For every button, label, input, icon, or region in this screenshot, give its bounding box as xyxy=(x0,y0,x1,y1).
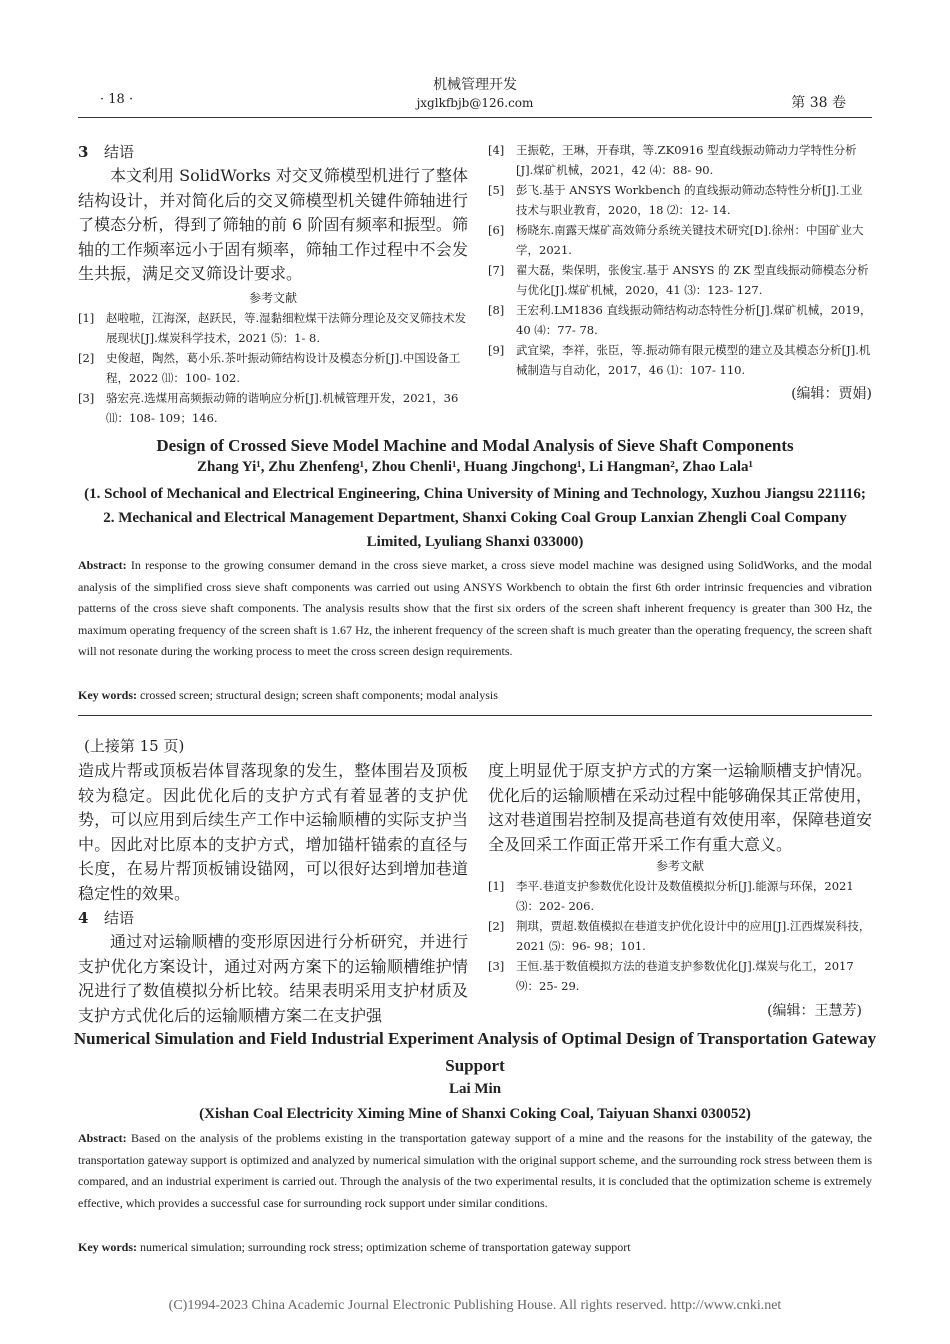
body-paragraph: 造成片帮或顶板岩体冒落现象的发生，整体围岩及顶板较为稳定。因此优化后的支护方式有着显著的支护优势，可以应用到后续生产工作中运输顺槽的实际支护当中。因此对比原本的支护方式，增加锚杆锚索的直径与长度，在易片帮顶板铺设锚网，可以很好达到增加巷道稳定性的效果。 xyxy=(78,761,468,903)
reference-item: [7] 翟大磊，柴保明，张俊宝.基于 ANSYS 的 ZK 型直线振动筛模态分析与优化[J].煤矿机械，2020，41 ⑶：123- 127. xyxy=(488,263,869,297)
conclusion-paragraph: 本文利用 SolidWorks 对交叉筛模型机进行了整体结构设计，并对简化后的交叉筛模型机关键件筛轴进行了模态分析，得到了筛轴的前 6 阶固有频率和振型。筛轴的工作频率远小于固有频率，筛轴工作过程中不会发生共振，满足交叉筛设计要求。 xyxy=(78,166,468,283)
reference-item: [8] 王宏利.LM1836 直线振动筛结构动态特性分析[J].煤矿机械，2019，40 ⑷：77- 78. xyxy=(488,303,872,337)
english-abstract: Abstract: Based on the analysis of the problems existing in the transportation gateway support of a mine and the reasons for the instability of the gateway, the transportation gateway support is optimized and analyzed by numerical simulation with the original support scheme, and the surrounding rock stress between them is compared, and an industrial experiment is carried out. Through the analysis of the two experimental results, it is concluded that the optimization scheme is extremely effective, which provides a successful case for surrounding rock support under similar conditions. xyxy=(78,1131,872,1210)
reference-item: [5] 彭飞.基于 ANSYS Workbench 的直线振动筛动态特性分析[J].工业技术与职业教育，2020，18 ⑵：12- 14. xyxy=(488,183,863,217)
english-affiliation: (Xishan Coal Electricity Ximing Mine of Shanxi Coking Coal, Taiyuan Shanxi 030052) xyxy=(199,1106,751,1122)
english-keywords: Key words: crossed screen; structural design; screen shaft components; modal analysis xyxy=(78,688,498,702)
english-authors: Zhang Yi¹, Zhu Zhenfeng¹, Zhou Chenli¹, Huang Jingchong¹, Li Hangman², Zhao Lala¹ xyxy=(196,459,754,475)
journal-email: jxglkfbjb@126.com xyxy=(416,96,534,110)
reference-item: [1] 赵啦啦，江海深，赵跃民，等.湿黏细粒煤干法筛分理论及交叉筛技术发展现状[J].煤炭科学技术，2021 ⑸：1- 8. xyxy=(78,310,467,345)
article1-right-column xyxy=(488,140,872,380)
english-abstract: Abstract: In response to the growing consumer demand in the cross sieve market, a cross sieve model machine was designed using SolidWorks, and the modal analysis of the simplified cross sieve shaft components was carried out using ANSYS Workbench to obtain the first 6th order intrinsic frequencies and vibration patterns of the cross sieve shaft components. The analysis results show that the first six orders of the screen shaft inherent frequency is greater than 300 Hz, the maximum operating frequency of the screen shaft is 1.67 Hz, the inherent frequency of the screen shaft is much greater than the operating frequency, the screen shaft will not resonate during the working process to meet the cross screen design requirements. xyxy=(78,558,873,658)
reference-item: [3] 王恒.基于数值模拟方法的巷道支护参数优化[J].煤炭与化工，2017 ⑼：25- 29. xyxy=(488,959,854,993)
reference-item: [3] 骆宏亮.选煤用高频振动筛的谐响应分析[J].机械管理开发，2021，36 ⑾：108- 109；146. xyxy=(78,390,459,425)
reference-item: [6] 杨晓东.南露天煤矿高效筛分系统关键技术研究[D].徐州：中国矿业大学，2021. xyxy=(488,223,864,257)
english-keywords: Key words: numerical simulation; surrounding rock stress; optimization scheme of transportation gateway support xyxy=(78,1240,631,1254)
copyright-footer: (C)1994-2023 China Academic Journal Electronic Publishing House. All rights reserved. http://www.cnki.net xyxy=(168,1298,782,1313)
body-paragraph: 度上明显优于原支护方式的方案一运输顺槽支护情况。优化后的运输顺槽在采动过程中能够确保其正常使用，这对巷道围岩控制及提高巷道有效使用率，保障巷道安全及回采工作面正常开采工作有重大意义。 xyxy=(488,761,873,854)
references-list xyxy=(78,308,468,428)
journal-title: 机械管理开发 xyxy=(433,77,517,93)
conclusion-paragraph: 通过对运输顺槽的变形原因进行分析研究，并进行支护优化方案设计，通过对两方案下的运输顺槽维护情况进行了数值模拟分析比较。结果表明采用支护材质及支护方式优化后的运输顺槽方案二在支护强 xyxy=(78,932,468,1025)
reference-item: [2] 史俊超，陶然，葛小乐.茶叶振动筛结构设计及模态分析[J].中国设备工程，2022 ⑾：100- 102. xyxy=(78,350,461,385)
references-title: 参考文献 xyxy=(248,290,297,305)
article2-right-column xyxy=(488,759,872,996)
continued-from-label: (上接第 15 页) xyxy=(84,737,185,755)
page-number: · 18 · xyxy=(100,92,134,107)
article2-left-column xyxy=(78,759,468,1028)
english-title: Design of Crossed Sieve Model Machine and Modal Analysis of Sieve Shaft Components xyxy=(156,436,794,455)
reference-item: [4] 王振乾，王琳，开春琪，等.ZK0916 型直线振动筛动力学特性分析[J].煤矿机械，2021，42 ⑷：88- 90. xyxy=(488,143,857,177)
section-heading: 3 结语 xyxy=(78,143,135,161)
reference-item: [1] 李平.巷道支护参数优化设计及数值模拟分析[J].能源与环保，2021 ⑶：202- 206. xyxy=(488,879,854,913)
references-title: 参考文献 xyxy=(655,859,704,873)
volume-label: 第 38 卷 xyxy=(791,95,846,111)
references-list xyxy=(488,876,872,996)
english-affiliation: (1. School of Mechanical and Electrical Engineering, China University of Mining and Technology, Xuzhou Jiangsu 221116; 2. Mechanical and Electrical Management Department, Shanxi Coking Coal Group Lanxian Zhengli Coal Company Limited, Lyuliang Shanxi 033000) xyxy=(84,486,866,550)
section-heading: 4 结语 xyxy=(78,909,135,927)
editor-note: (编辑：贾娟) xyxy=(791,386,872,402)
english-title: Numerical Simulation and Field Industrial Experiment Analysis of Optimal Design of Transportation Gateway Support xyxy=(73,1029,877,1075)
reference-item: [2] 荆琪，贾超.数值模拟在巷道支护优化设计中的应用[J].江西煤炭科技，2021 ⑸：96- 98；101. xyxy=(488,919,871,953)
article-divider xyxy=(78,715,872,716)
article1-left-column xyxy=(78,140,468,428)
header-divider xyxy=(78,117,872,118)
editor-note: (编辑：王慧芳) xyxy=(767,1003,862,1019)
english-authors: Lai Min xyxy=(448,1081,502,1097)
reference-item: [9] 武宜梁，李祥，张臣，等.振动筛有限元模型的建立及其模态分析[J].机械制造与自动化，2017，46 ⑴：107- 110. xyxy=(488,343,871,377)
